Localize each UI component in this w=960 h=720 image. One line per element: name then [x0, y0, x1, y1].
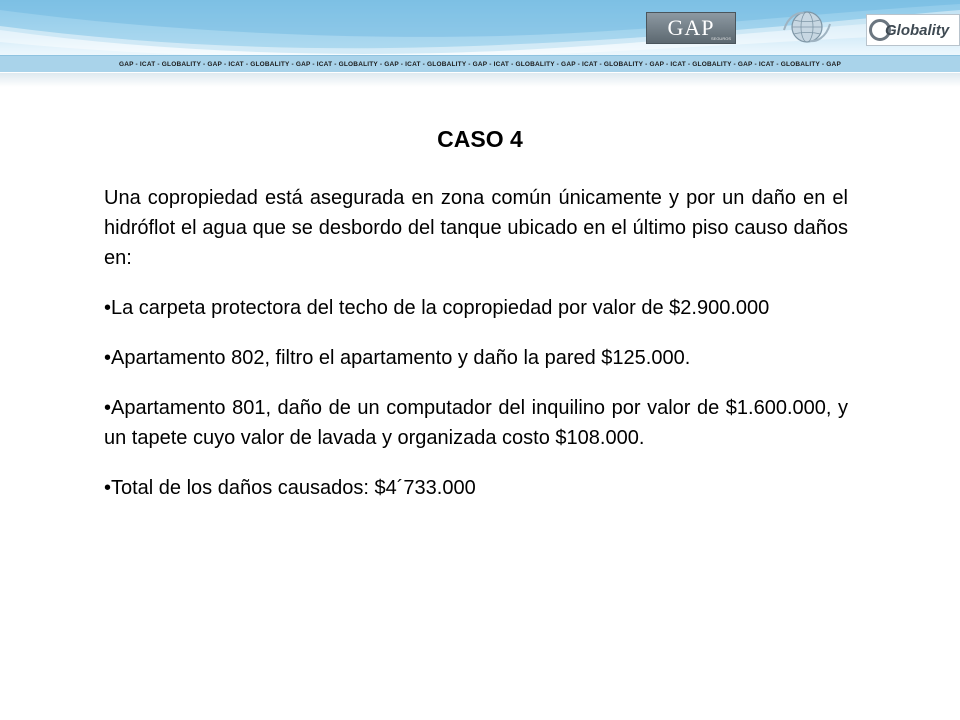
- gap-logo: [646, 12, 736, 44]
- globality-logo-text: Globality: [885, 21, 950, 39]
- slide-header: [0, 0, 960, 72]
- slide-body: [104, 183, 848, 523]
- globality-logo: [866, 14, 960, 46]
- icat-logo: [780, 10, 834, 44]
- bullet-total-damages: •Total de los daños causados: $4´733.000: [104, 477, 476, 499]
- header-shadow: [0, 73, 960, 87]
- header-ticker-band: GAP - ICAT - GLOBALITY - GAP - ICAT - GLOBALITY - GAP - ICAT - GLOBALITY - GAP - ICAT - GLOBALITY - GAP - ICAT - GLOBALITY - GAP - ICAT - GLOBALITY - GAP - ICAT - GLOBALITY - GAP - ICAT - GLOBALITY - GAP: [0, 55, 960, 72]
- intro-paragraph: Una copropiedad está asegurada en zona común únicamente y por un daño en el hidróflot el agua que se desbordo del tanque ubicado en el último piso causo daños en:: [104, 187, 848, 269]
- gap-logo-text: GAP: [667, 15, 715, 40]
- bullet-apartment-801: •Apartamento 801, daño de un computador del inquilino por valor de $1.600.000, y un tapete cuyo valor de lavada y organizada costo $108.000.: [104, 397, 848, 449]
- gap-logo-subtext: SEGUROS: [710, 36, 731, 41]
- slide-title: CASO 4: [437, 126, 523, 152]
- globe-icon: [780, 10, 834, 44]
- bullet-apartment-802: •Apartamento 802, filtro el apartamento y daño la pared $125.000.: [104, 347, 691, 369]
- bullet-roof-damage: •La carpeta protectora del techo de la copropiedad por valor de $2.900.000: [104, 297, 770, 319]
